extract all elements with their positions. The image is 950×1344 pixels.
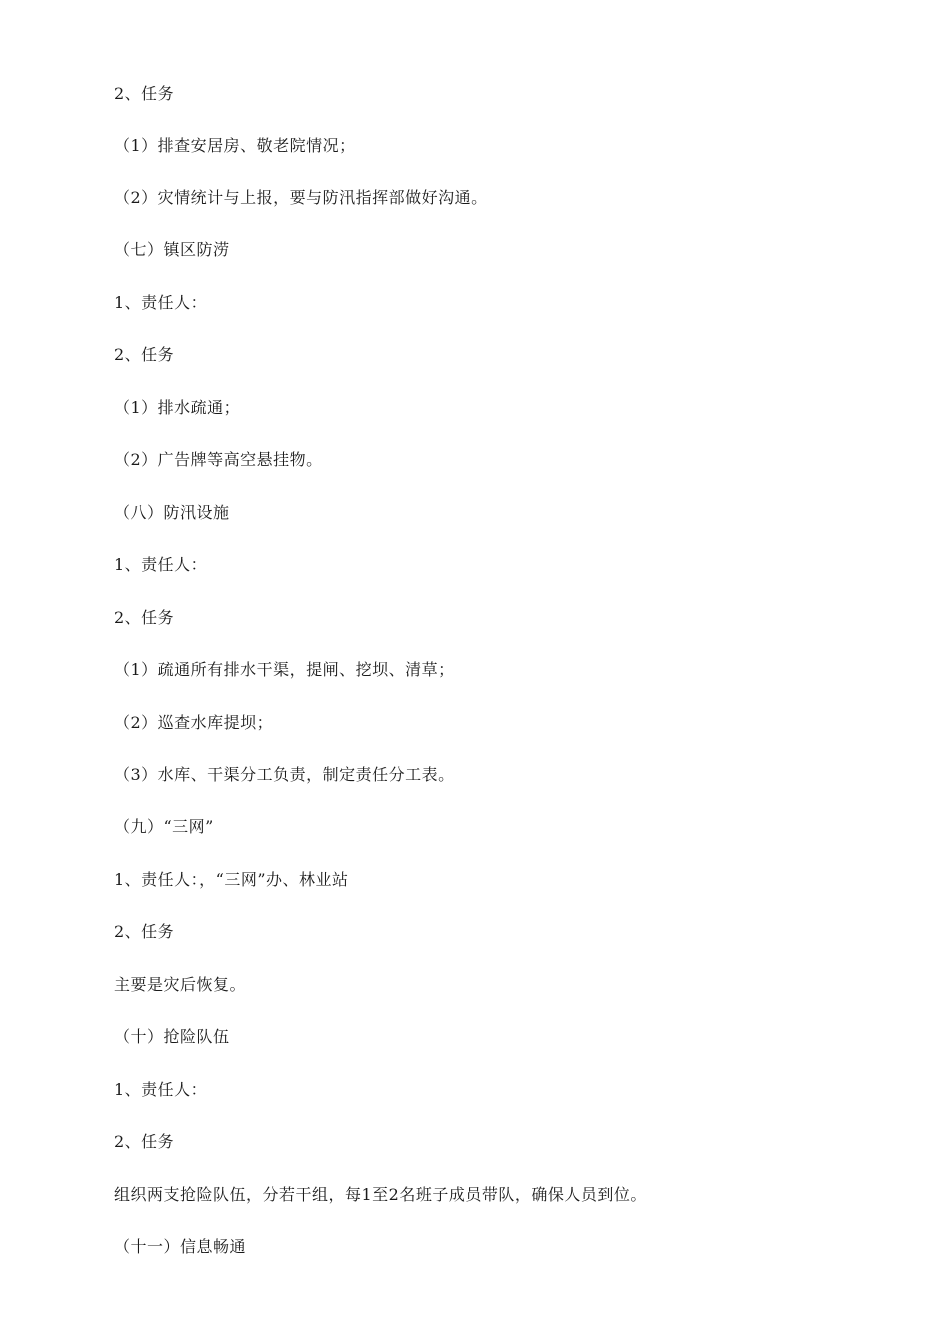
section-heading: （九）“三网” (114, 817, 214, 836)
section-heading: （八）防汛设施 (114, 503, 230, 522)
section-heading: （十）抢险队伍 (114, 1027, 230, 1046)
text-line: 2、任务 (114, 608, 175, 627)
text-line: 1、责任人： (114, 1080, 208, 1099)
section-heading: （十一）信息畅通 (114, 1237, 247, 1256)
text-line: 1、责任人： (114, 293, 208, 312)
text-line: 组织两支抢险队伍，分若干组，每1至2名班子成员带队，确保人员到位。 (114, 1185, 647, 1204)
text-line: （2）广告牌等高空悬挂物。 (114, 450, 323, 469)
text-line: 2、任务 (114, 84, 175, 103)
text-line: 2、任务 (114, 1132, 175, 1151)
text-line: （1）疏通所有排水干渠，提闸、挖坝、清草； (114, 660, 455, 679)
text-line: （2）巡查水库提坝； (114, 713, 274, 732)
text-line: 2、任务 (114, 345, 175, 364)
section-heading: （七）镇区防涝 (114, 240, 230, 259)
text-line: （2）灾情统计与上报，要与防汛指挥部做好沟通。 (114, 188, 488, 207)
text-line: 1、责任人：，“三网”办、林业站 (114, 870, 349, 889)
text-line: （1）排查安居房、敬老院情况； (114, 136, 356, 155)
text-line: （1）排水疏通； (114, 398, 241, 417)
text-line: 主要是灾后恢复。 (114, 975, 247, 994)
text-line: 2、任务 (114, 922, 175, 941)
text-line: 1、责任人： (114, 555, 208, 574)
text-line: （3）水库、干渠分工负责，制定责任分工表。 (114, 765, 455, 784)
